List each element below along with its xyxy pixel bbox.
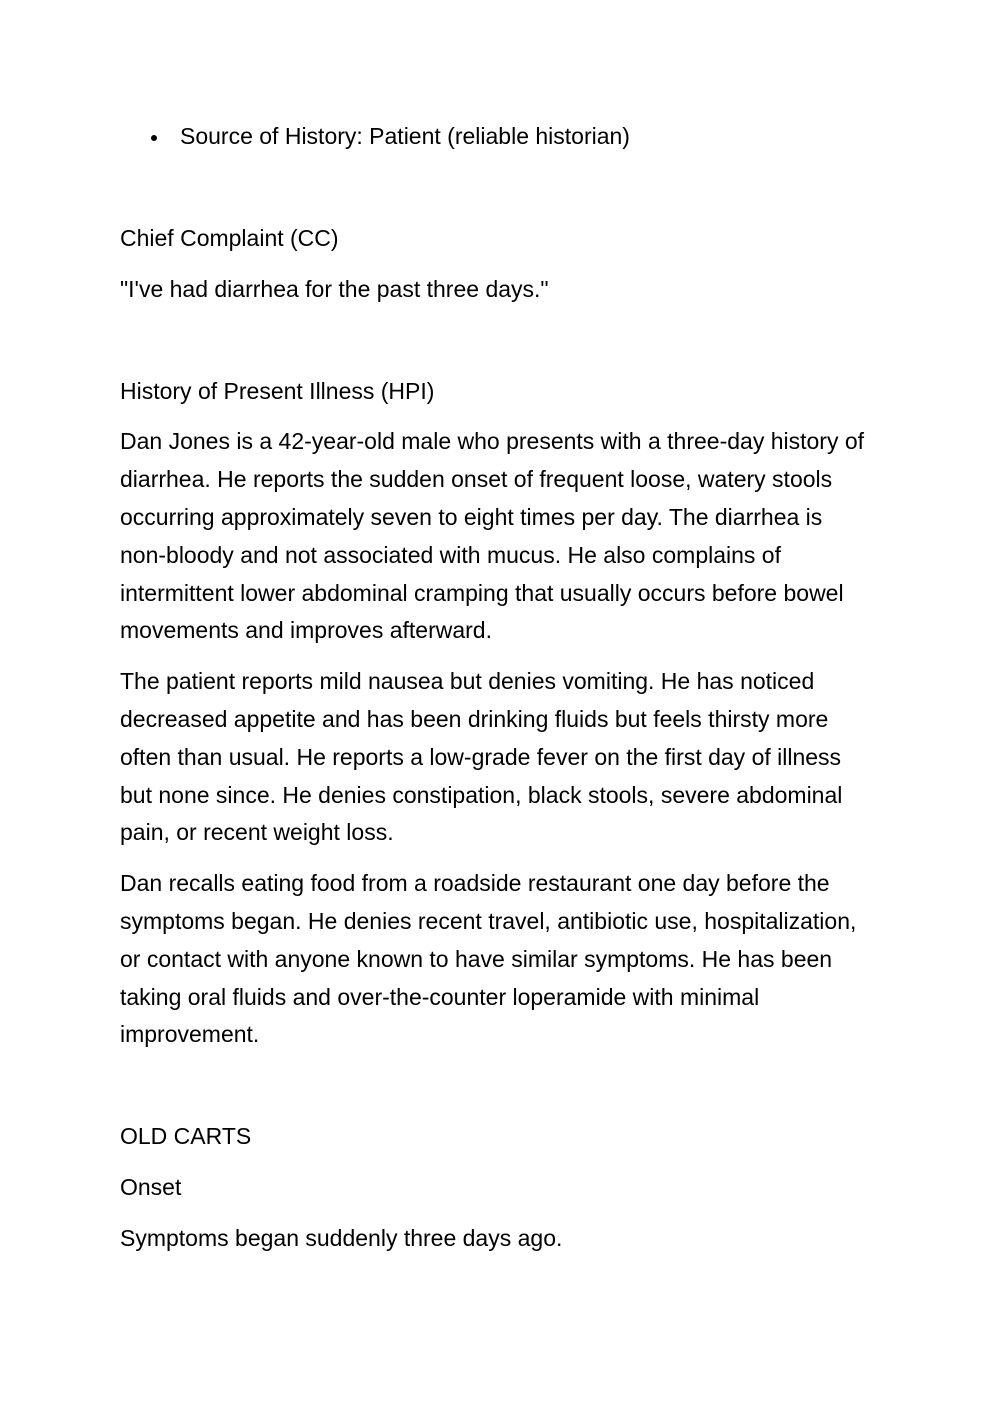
onset-text: Symptoms began suddenly three days ago. [120, 1224, 563, 1251]
chief-complaint-heading: Chief Complaint (CC) [120, 225, 339, 251]
onset-heading: Onset [120, 1173, 182, 1200]
old-carts-section [120, 1118, 870, 1257]
history-source-text: Source of History: Patient (reliable historian) [180, 123, 630, 149]
old-carts-heading: OLD CARTS [120, 1123, 252, 1150]
document-content [120, 118, 870, 1258]
hpi-section [120, 373, 870, 1055]
list-item [120, 118, 870, 156]
chief-complaint-section [120, 220, 870, 309]
hpi-heading: History of Present Illness (HPI) [120, 377, 435, 404]
hpi-paragraph: Dan recalls eating food from a roadside restaurant one day before the symptoms began. He denies recent travel, antibiotic use, hospitalization, or contact with anyone known to have similar symptoms. He has been taking oral fluids and over-the-counter loperamide with minimal improvement. [120, 870, 857, 1048]
history-source-list [120, 118, 870, 156]
hpi-paragraph: Dan Jones is a 42-year-old male who presents with a three-day history of diarrhea. He reports the sudden onset of frequent loose, watery stools occurring approximately seven to eight times per day. The diarrhea is non-bloody and not associated with mucus. He also complains of intermittent lower abdominal cramping that usually occurs before bowel movements and improves afterward. [120, 428, 865, 644]
hpi-paragraph: The patient reports mild nausea but denies vomiting. He has noticed decreased appetite and has been drinking fluids but feels thirsty more often than usual. He reports a low-grade fever on the first day of illness but none since. He denies constipation, black stools, severe abdominal pain, or recent weight loss. [120, 668, 843, 846]
bullet-icon [151, 135, 157, 141]
chief-complaint-quote: "I've had diarrhea for the past three days." [120, 275, 549, 302]
